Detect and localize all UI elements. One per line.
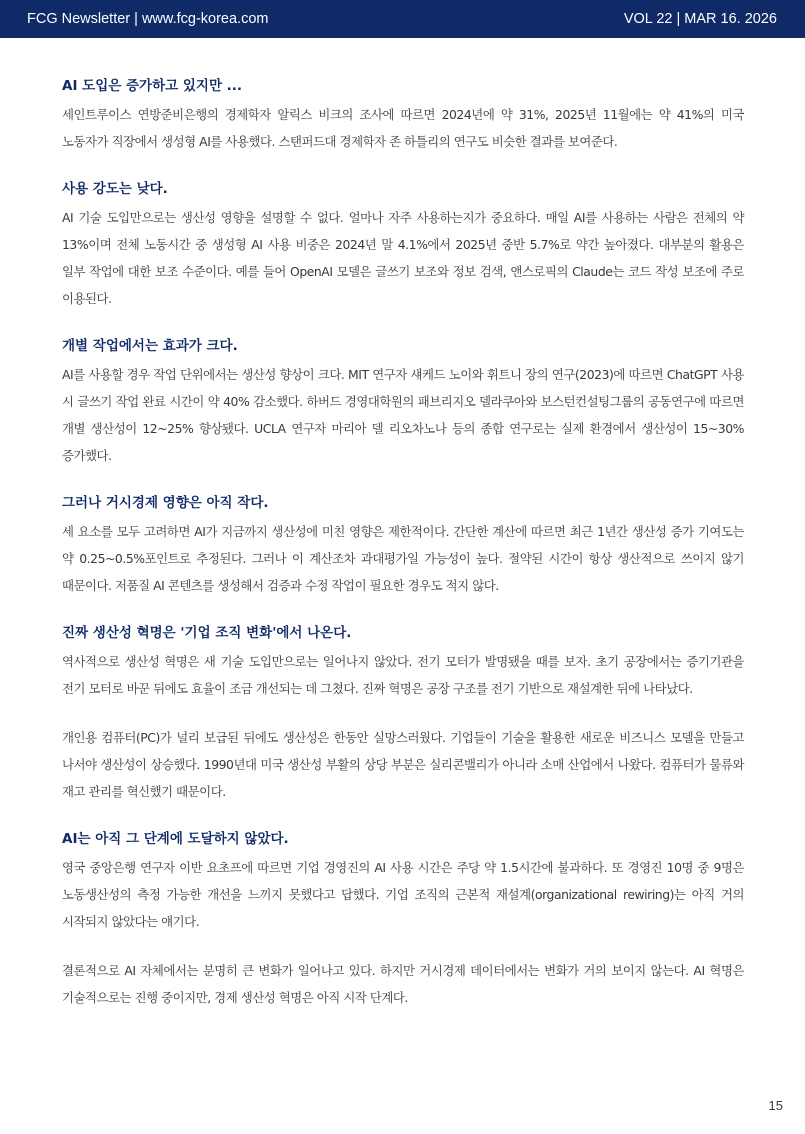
section-ai-adoption xyxy=(62,74,744,155)
section-macro-impact xyxy=(62,491,744,599)
section-paragraph: 역사적으로 생산성 혁명은 새 기술 도입만으로는 일어나지 않았다. 전기 모터가 발명됐을 때를 보자. 초기 공장에서는 증기기관을 전기 모터로 바꾼 뒤에도 효율이 조금 개선되는 데 그쳤다. 진짜 혁명은 공장 구조를 전기 기반으로 재설계한 뒤에 나타났다. xyxy=(62,654,744,696)
section-paragraph: 세인트루이스 연방준비은행의 경제학자 알릭스 비크의 조사에 따르면 2024년에 약 31%, 2025년 11월에는 약 41%의 미국 노동자가 직장에서 생성형 AI를 사용했다. 스탠퍼드대 경제학자 존 하틀리의 연구도 비슷한 결과를 보여준다. xyxy=(62,107,744,149)
article-body xyxy=(62,74,744,1033)
section-task-effect xyxy=(62,334,744,469)
section-heading: 사용 강도는 낮다. xyxy=(62,181,168,197)
section-org-change xyxy=(62,621,744,805)
newsletter-header xyxy=(0,0,805,38)
section-paragraph: 세 요소를 모두 고려하면 AI가 지금까지 생산성에 미친 영향은 제한적이다. 간단한 계산에 따르면 최근 1년간 생산성 증가 기여도는 약 0.25~0.5%포인트로 추정된다. 그러나 이 계산조차 과대평가일 가능성이 높다. 절약된 시간이 항상 생산적으로 쓰이지 않기 때문이다. 저품질 AI 콘텐츠를 생성해서 검증과 수정 작업이 필요한 경우도 적지 않다. xyxy=(62,524,744,593)
page-number: 15 xyxy=(768,1098,783,1113)
section-paragraph: 영국 중앙은행 연구자 이반 요초프에 따르면 기업 경영진의 AI 사용 시간은 주당 약 1.5시간에 불과하다. 또 경영진 10명 중 9명은 노동생산성의 측정 가능한 개선을 느끼지 못했다고 답했다. 기업 조직의 근본적 재설계(organizational rewiring)는 아직 거의 시작되지 않았다는 얘기다. xyxy=(62,860,744,929)
section-paragraph: AI 기술 도입만으로는 생산성 영향을 설명할 수 없다. 얼마나 자주 사용하는지가 중요하다. 매일 AI를 사용하는 사람은 전체의 약 13%이며 전체 노동시간 중 생성형 AI 사용 비중은 2024년 말 4.1%에서 2025년 중반 5.7%로 약간 높아졌다. 대부분의 활용은 일부 작업에 대한 보조 수준이다. 예를 들어 OpenAI 모델은 글쓰기 보조와 정보 검색, 앤스로픽의 Claude는 코드 작성 보조에 주로 이용된다. xyxy=(62,210,744,306)
section-heading: 개별 작업에서는 효과가 크다. xyxy=(62,338,238,354)
section-usage-intensity xyxy=(62,177,744,312)
section-heading: AI는 아직 그 단계에 도달하지 않았다. xyxy=(62,831,289,847)
section-heading: AI 도입은 증가하고 있지만 ... xyxy=(62,78,243,94)
section-not-yet xyxy=(62,827,744,1011)
section-heading: 그러나 거시경제 영향은 아직 작다. xyxy=(62,495,269,511)
header-title: FCG Newsletter | www.fcg-korea.com xyxy=(27,11,269,27)
section-heading: 진짜 생산성 혁명은 '기업 조직 변화'에서 나온다. xyxy=(62,625,352,641)
header-issue-date: VOL 22 | MAR 16. 2026 xyxy=(623,11,777,27)
section-paragraph: 개인용 컴퓨터(PC)가 널리 보급된 뒤에도 생산성은 한동안 실망스러웠다. 기업들이 기술을 활용한 새로운 비즈니스 모델을 만들고 나서야 생산성이 상승했다. 1990년대 미국 생산성 부활의 상당 부분은 실리콘밸리가 아니라 소매 산업에서 나왔다. 컴퓨터가 물류와 재고 관리를 혁신했기 때문이다. xyxy=(62,730,744,799)
section-paragraph: AI를 사용할 경우 작업 단위에서는 생산성 향상이 크다. MIT 연구자 섀케드 노이와 휘트니 장의 연구(2023)에 따르면 ChatGPT 사용 시 글쓰기 작업 완료 시간이 약 40% 감소했다. 하버드 경영대학원의 패브리지오 델라쿠아와 보스턴컨설팅그룹의 공동연구에 따르면 개별 생산성이 12~25% 향상됐다. UCLA 연구자 마리아 델 리오차노나 등의 종합 연구로는 실제 환경에서 생산성이 15~30% 증가했다. xyxy=(62,367,744,463)
section-paragraph: 결론적으로 AI 자체에서는 분명히 큰 변화가 일어나고 있다. 하지만 거시경제 데이터에서는 변화가 거의 보이지 않는다. AI 혁명은 기술적으로는 진행 중이지만, 경제 생산성 혁명은 아직 시작 단계다. xyxy=(62,963,744,1005)
